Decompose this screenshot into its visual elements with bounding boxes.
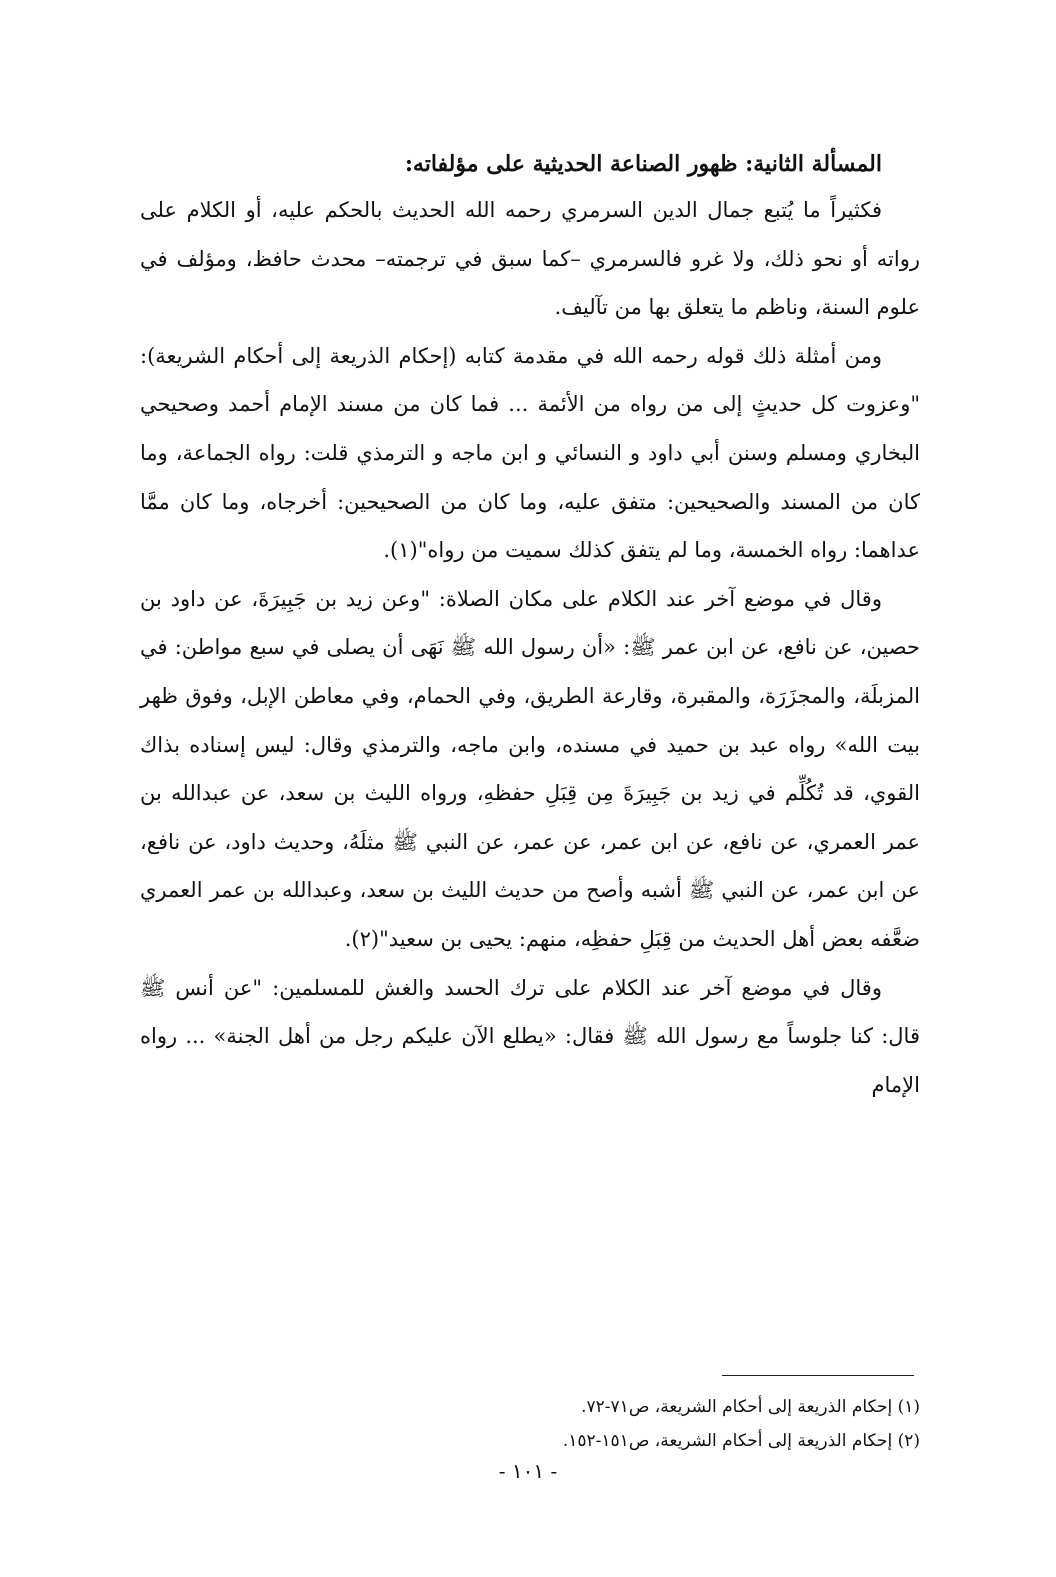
paragraph-1: فكثيراً ما يُتبع جمال الدين السرمري رحمه الله الحديث بالحكم عليه، أو الكلام على رواته أو نحو ذلك، ولا غرو فالسرمري –كما سبق في ترجمته– محدث حافظ، ومؤلف في علوم السنة، وناظم ما يتعلق بها من تآليف. — [140, 198, 920, 320]
paragraph-2: ومن أمثلة ذلك قوله رحمه الله في مقدمة كتابه (إحكام الذريعة إلى أحكام الشريعة): "وعزوت كل حديثٍ إلى من رواه من الأئمة ... فما كان من مسند الإمام أحمد وصحيحي البخاري ومسلم وسنن أبي داود و النسائي و ابن ماجه و الترمذي قلت: رواه الجماعة، وما كان من المسند والصحيحين: متفق عليه، وما كان من الصحيحين: أخرجاه، وما كان ممَّا عداهما: رواه الخمسة، وما لم يتفق كذلك سميت من رواه"(١). — [140, 343, 920, 563]
section-heading: المسألة الثانية: ظهور الصناعة الحديثية على مؤلفاته: — [404, 151, 882, 177]
footnote-divider — [722, 1375, 914, 1376]
footnotes — [420, 1390, 920, 1458]
paragraph-3: وقال في موضع آخر عند الكلام على مكان الصلاة: "وعن زيد بن جَبِيرَةَ، عن داود بن حصين، عن نافع، عن ابن عمر ﷺ: «أن رسول الله ﷺ نَهَى أن يصلى في سبع مواطن: في المزبلَة، والمجزَرَة، والمقبرة، وقارعة الطريق، وفي الحمام، وفي معاطن الإبل، وفوق ظهر بيت الله» رواه عبد بن حميد في مسنده، وابن ماجه، والترمذي وقال: ليس إسناده بذاك القوي، قد تُكُلِّم في زيد بن جَبِيرَةَ مِن قِبَلِ حفظهِ، ورواه الليث بن سعد، عن عبدالله بن عمر العمري، عن نافع، عن ابن عمر، عن عمر، عن النبي ﷺ مثلَهُ، وحديث داود، عن نافع، عن ابن عمر، عن النبي ﷺ أشبه وأصح من حديث الليث بن سعد، وعبدالله بن عمر العمري ضعَّفه بعض أهل الحديث من قِبَلِ حفظِه، منهم: يحيى بن سعيد"(٢). — [140, 586, 920, 951]
paragraph-4: وقال في موضع آخر عند الكلام على ترك الحسد والغش للمسلمين: "عن أنس ﷺ قال: كنا جلوساً مع رسول الله ﷺ فقال: «يطلع الآن عليكم رجل من أهل الجنة» ... رواه الإمام — [140, 975, 920, 1097]
footnote-1: (١) إحكام الذريعة إلى أحكام الشريعة، ص٧١-٧٢. — [581, 1397, 920, 1417]
footnote-2: (٢) إحكام الذريعة إلى أحكام الشريعة، ص١٥١-١٥٢. — [562, 1431, 920, 1451]
page-number: - ١٠١ - — [498, 1459, 558, 1483]
main-text — [140, 142, 920, 1109]
